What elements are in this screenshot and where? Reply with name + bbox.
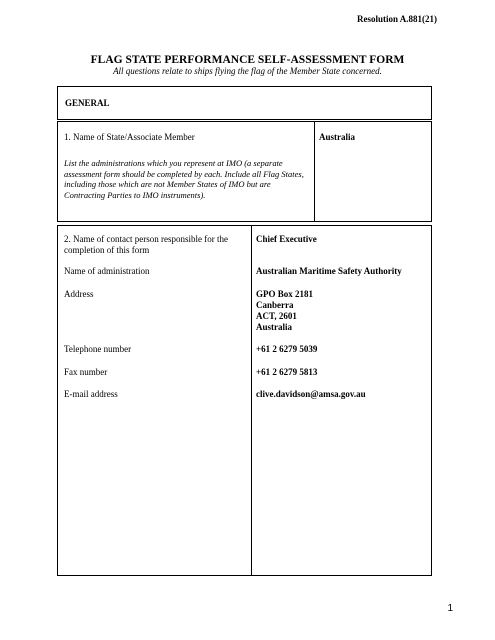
- state-instructions: List the administrations which you represent at IMO (a separate assessment form should be completed by each. Include all Flag States, including those which are not Member States of IMO but are Contracting Parties to IMO instruments).: [64, 158, 304, 200]
- state-answer: Australia: [319, 132, 355, 142]
- address-label: Address: [64, 289, 94, 299]
- address-value: [256, 289, 313, 333]
- state-question: 1. Name of State/Associate Member: [64, 132, 195, 142]
- administration-value: Australian Maritime Safety Authority: [256, 266, 402, 276]
- contact-person-value: Chief Executive: [256, 234, 317, 244]
- fax-label: Fax number: [64, 367, 108, 377]
- address-line: Australia: [256, 322, 292, 332]
- column-divider: [251, 226, 252, 575]
- form-subtitle: All questions relate to ships flying the flag of the Member State concerned.: [113, 66, 382, 76]
- general-heading: GENERAL: [65, 98, 110, 108]
- resolution-number: Resolution A.881(21): [356, 14, 437, 24]
- telephone-value: +61 2 6279 5039: [256, 344, 318, 354]
- address-line: ACT, 2601: [256, 311, 297, 321]
- page-number: 1: [447, 603, 453, 614]
- contact-section: [57, 225, 432, 576]
- fax-value: +61 2 6279 5813: [256, 367, 318, 377]
- email-value: clive.davidson@amsa.gov.au: [256, 389, 366, 399]
- contact-person-label: 2. Name of contact person responsible for the completion of this form: [64, 234, 228, 255]
- address-line: GPO Box 2181: [256, 289, 314, 299]
- telephone-label: Telephone number: [64, 344, 132, 354]
- column-divider: [314, 122, 315, 221]
- email-label: E-mail address: [64, 389, 118, 399]
- state-section: [57, 121, 432, 222]
- general-section: [57, 86, 432, 120]
- administration-label: Name of administration: [64, 266, 150, 276]
- form-title: FLAG STATE PERFORMANCE SELF-ASSESSMENT FORM: [90, 54, 405, 66]
- address-line: Canberra: [256, 300, 294, 310]
